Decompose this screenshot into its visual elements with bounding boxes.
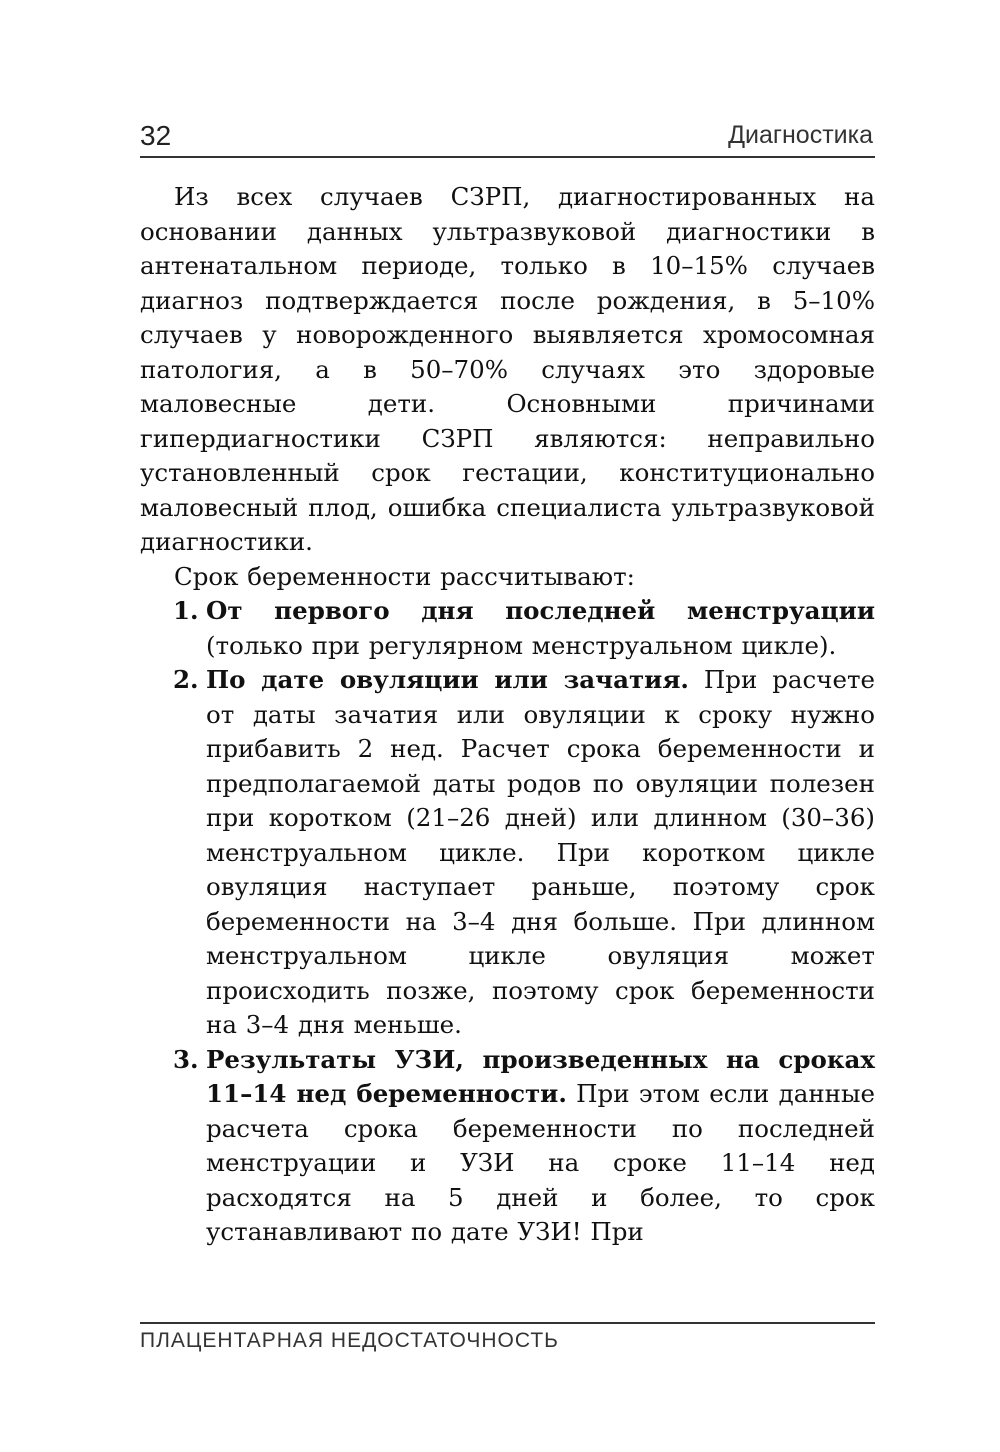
running-header bbox=[140, 118, 875, 158]
list-item-number: 3. bbox=[173, 1044, 199, 1074]
list-item bbox=[140, 1043, 875, 1250]
page-number: 32 bbox=[140, 120, 172, 151]
list-item bbox=[140, 663, 875, 1043]
body-text bbox=[140, 180, 875, 1250]
list-item-text: При расчете от даты зачатия или овуляции к сроку нужно прибавить 2 нед. Расчет срока беременности и предполагаемой даты родов по овуляции полезен при коротком (21–26 дней) или длинном (30–36) менструальном цикле. При коротком цикле овуляция наступает раньше, поэтому срок беременности на 3–4 дня больше. При длинном менструальном цикле овуляция может происходить позже, поэтому срок беременности на 3–4 дня меньше. bbox=[206, 665, 875, 1039]
list-item-text: При этом если данные расчета срока беременности по последней менструации и УЗИ на сроке 11–14 нед расходятся на 5 дней и более, то срок устанавливают по дате УЗИ! При bbox=[206, 1079, 875, 1246]
list-item-number: 2. bbox=[173, 665, 199, 694]
list-item-text: (только при регулярном менструальном цикле). bbox=[206, 630, 837, 660]
list-item-heading: Результаты УЗИ, произведенных на сроках 11–14 нед беременности. bbox=[206, 1044, 875, 1108]
section-title: Диагностика bbox=[728, 121, 873, 149]
list-item-number: 1. bbox=[173, 596, 199, 625]
paragraph: Срок беременности рассчитывают: bbox=[174, 561, 635, 591]
running-footer bbox=[140, 1322, 875, 1353]
list-item-heading: По дате овуляции или зачатия. bbox=[206, 665, 689, 694]
paragraph: Из всех случаев СЗРП, диагностированных на основании данных ультразвуковой диагностики в антенатальном периоде, только в 10–15% случаев диагноз подтверждается после рождения, в 5–10% случаев у новорожденного выявляется хромосомная патология, а в 50–70% случаях это здоровые маловесные дети. Основными причинами гипердиагностики СЗРП являются: неправильно установленный срок гестации, конституционально маловесный плод, ошибка специалиста ультразвуковой диагностики. bbox=[140, 182, 875, 556]
numbered-list bbox=[140, 594, 875, 1250]
book-title: ПЛАЦЕНТАРНАЯ НЕДОСТАТОЧНОСТЬ bbox=[140, 1329, 559, 1352]
list-item bbox=[140, 594, 875, 663]
list-item-heading: От первого дня последней менструации bbox=[206, 596, 875, 625]
